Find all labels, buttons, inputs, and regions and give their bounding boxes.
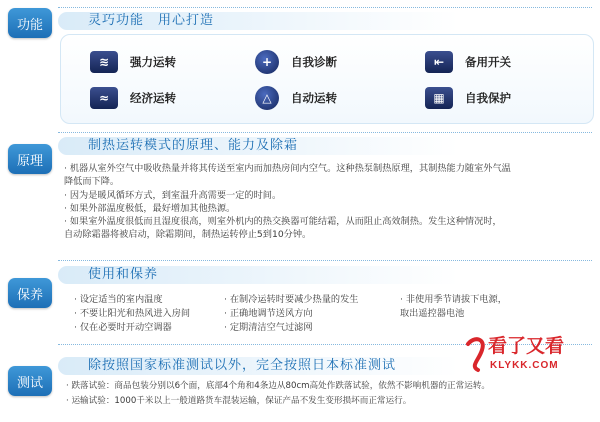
power-mode-icon: ≋ <box>90 51 118 73</box>
maintenance-col-1 <box>74 293 190 335</box>
maintenance-col-2 <box>224 293 358 335</box>
principle-heading: 制热运转模式的原理、能力及除霜 <box>88 138 299 153</box>
auto-mode-icon: △ <box>255 86 279 110</box>
watermark-logo <box>464 330 594 374</box>
maintenance-heading: 使用和保养 <box>88 267 159 282</box>
text-line: · 如果室外温度很低而且湿度很高，则室外机内的热交换器可能结霜，从而阻止高效制热。发生这种情况时， <box>64 216 502 228</box>
tab-testing: 测试 <box>8 366 52 396</box>
protect-icon: ▦ <box>425 87 453 109</box>
divider <box>58 260 592 262</box>
testing-text <box>66 380 490 409</box>
plus-icon: + <box>255 50 279 74</box>
text-line: 降低而下降。 <box>64 176 120 188</box>
feature-power <box>90 51 176 73</box>
text-line: · 不要让阳光和热风进入房间 <box>74 308 191 319</box>
text-line: · 设定适当的室内温度 <box>74 294 163 305</box>
text-line: · 正确地调节送风方向 <box>224 308 313 319</box>
text-line: 自动除霜器将被启动，除霜期间，制热运转停止5到10分钟。 <box>64 229 312 241</box>
text-line: · 因为是暖风循环方式，到室温升高需要一定的时间。 <box>64 189 282 201</box>
feature-diagnosis <box>255 50 337 74</box>
feature-auto <box>255 86 337 110</box>
feature-standby <box>425 51 511 73</box>
divider <box>58 132 592 134</box>
features-heading-bar <box>58 12 592 30</box>
text-line: 取出遥控器电池 <box>400 308 465 319</box>
feature-label: 经济运转 <box>130 91 176 105</box>
feature-label: 备用开关 <box>465 55 511 69</box>
text-line: · 跌落试验：商品包装分别以6个面，底部4个角和4条边从80cm高处作跌落试验，依然不影响机器的正常运转。 <box>66 381 491 391</box>
feature-eco <box>90 87 176 109</box>
feature-label: 自动运转 <box>291 91 337 105</box>
feature-label: 自我诊断 <box>291 55 337 69</box>
text-line: · 机器从室外空气中吸收热量并将其传送至室内而加热房间内空气。这种热泵制热原理，其制热能力随室外气温 <box>64 163 511 174</box>
svg-text:KLYKK.COM: KLYKK.COM <box>490 360 559 371</box>
text-line: · 运输试验：1000千米以上一般道路货车混装运输，保证产品不发生变形损坏而正常运行。 <box>66 396 412 407</box>
feature-label: 自我保护 <box>465 91 511 105</box>
divider <box>58 7 592 9</box>
tab-maintenance: 保养 <box>8 278 52 308</box>
text-line: · 非使用季节请拔下电源， <box>400 294 507 305</box>
testing-heading: 除按照国家标准测试以外，完全按照日本标准测试 <box>88 358 397 373</box>
features-heading: 灵巧功能 用心打造 <box>88 13 215 28</box>
svg-text:看了又看: 看了又看 <box>488 336 565 357</box>
feature-label: 强力运转 <box>130 55 176 69</box>
text-line: · 如果外部温度极低，最好增加其他热源。 <box>64 202 236 214</box>
principle-heading-bar <box>58 137 592 155</box>
text-line: · 仅在必要时开动空调器 <box>74 322 172 333</box>
feature-protect <box>425 87 511 109</box>
tab-features: 功能 <box>8 8 52 38</box>
tab-principle: 原理 <box>8 144 52 174</box>
eco-mode-icon: ≈ <box>90 87 118 109</box>
maintenance-col-3 <box>400 293 507 321</box>
principle-text <box>64 162 511 242</box>
features-box <box>60 34 594 124</box>
maintenance-heading-bar <box>58 266 592 284</box>
text-line: · 在制冷运转时要减少热量的发生 <box>224 294 359 305</box>
switch-icon: ⇤ <box>425 51 453 73</box>
text-line: · 定期清洁空气过滤网 <box>224 322 313 333</box>
